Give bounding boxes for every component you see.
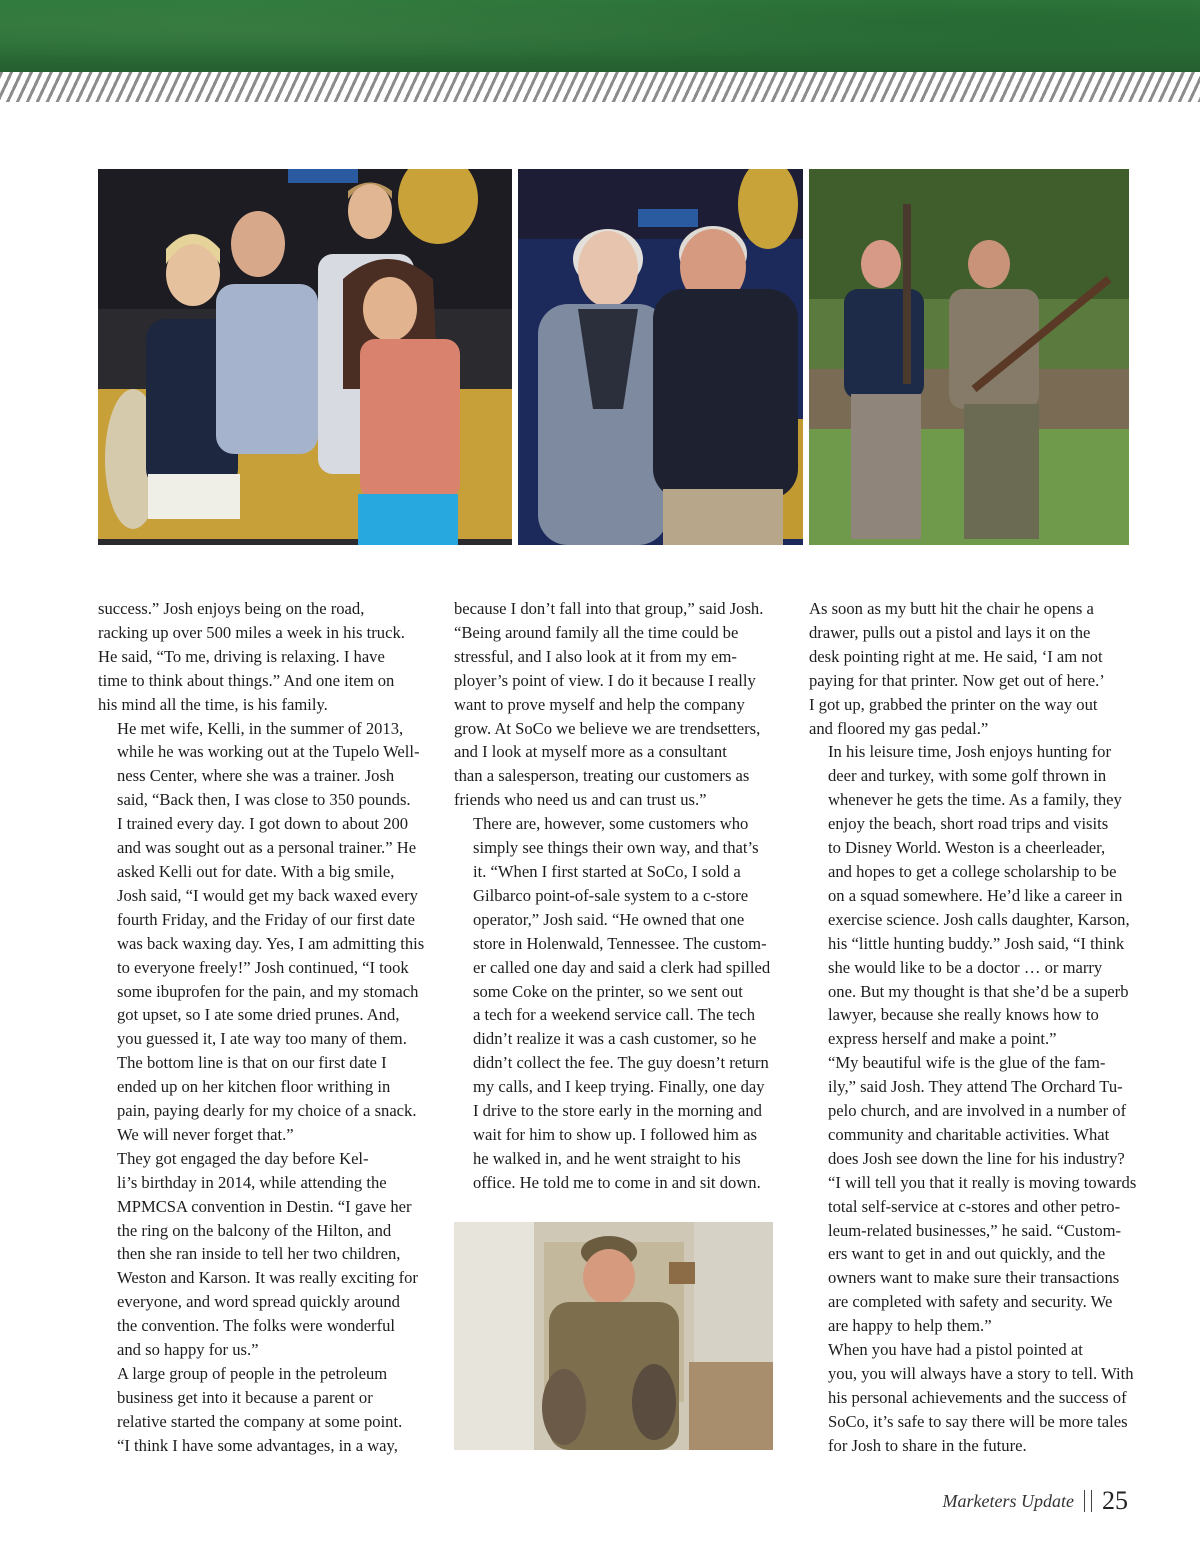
page-number: 25 xyxy=(1102,1486,1128,1515)
text-line: and floored my gas pedal.” xyxy=(809,718,989,738)
text-line: asked Kelli out for date. With a big smile, xyxy=(117,861,395,881)
publication-name: Marketers Update xyxy=(942,1490,1074,1511)
text-line: ers want to get in and out quickly, and the xyxy=(828,1244,1106,1264)
text-line: whenever he gets the time. As a family, they xyxy=(828,790,1122,810)
text-line: Josh said, “I would get my back waxed every xyxy=(117,885,418,905)
article-column-2 xyxy=(454,597,776,1195)
text-line: for Josh to share in the future. xyxy=(828,1435,1027,1455)
text-line: “I think I have some advantages, in a way, xyxy=(117,1435,398,1455)
text-line: time to think about things.” And one item on xyxy=(98,670,395,690)
text-line: ployer’s point of view. I do it because I really xyxy=(454,670,756,690)
text-line: everyone, and word spread quickly around xyxy=(117,1292,400,1312)
text-line: I trained every day. I got down to about 200 xyxy=(117,814,409,834)
text-line: A large group of people in the petroleum xyxy=(117,1364,388,1383)
paragraph xyxy=(454,812,776,1195)
text-line: SoCo, it’s safe to say there will be more tales xyxy=(828,1411,1128,1431)
paragraph xyxy=(809,1338,1134,1458)
paragraph xyxy=(809,1051,1137,1338)
text-line: his personal achievements and the success of xyxy=(828,1387,1127,1407)
text-line: lawyer, because she really knows how to xyxy=(828,1005,1099,1025)
text-line: on a squad somewhere. He’d like a career in xyxy=(828,885,1123,905)
text-line: does Josh see down the line for his industry? xyxy=(828,1148,1125,1168)
text-line: I got up, grabbed the printer on the way out xyxy=(809,694,1098,714)
text-line: friends who need us and can trust us.” xyxy=(454,790,707,810)
text-line: then she ran inside to tell her two children, xyxy=(117,1244,401,1264)
text-line: leum-related businesses,” he said. “Custom- xyxy=(828,1220,1122,1240)
text-line: and so happy for us.” xyxy=(117,1340,259,1360)
text-line: than a salesperson, treating our customers as xyxy=(454,766,750,786)
text-line: success.” Josh enjoys being on the road, xyxy=(98,599,365,618)
text-line: community and charitable activities. What xyxy=(828,1124,1110,1144)
text-line: simply see things their own way, and that’s xyxy=(473,838,759,858)
header-banner xyxy=(0,0,1200,72)
text-line: want to prove myself and help the company xyxy=(454,694,745,714)
text-line: it. “When I first started at SoCo, I sold a xyxy=(473,861,741,881)
text-line: When you have had a pistol pointed at xyxy=(828,1340,1083,1360)
text-line: li’s birthday in 2014, while attending the xyxy=(117,1172,387,1192)
paragraph xyxy=(98,597,420,717)
text-line: grow. At SoCo we believe we are trendsetters, xyxy=(454,718,761,738)
text-line: He said, “To me, driving is relaxing. I have xyxy=(98,646,385,666)
family-photo xyxy=(98,169,512,545)
text-line: some ibuprofen for the pain, and my stomach xyxy=(117,981,419,1001)
text-line: he walked in, and he went straight to his xyxy=(473,1148,741,1168)
text-line: my calls, and I keep trying. Finally, one day xyxy=(473,1077,765,1097)
text-line: stressful, and I also look at it from my em- xyxy=(454,646,737,666)
text-line: the ring on the balcony of the Hilton, and xyxy=(117,1220,392,1240)
article-column-3 xyxy=(809,597,1137,1458)
text-line: a tech for a weekend service call. The tech xyxy=(473,1005,756,1025)
text-line: Weston and Karson. It was really exciting for xyxy=(117,1268,418,1288)
text-line: We will never forget that.” xyxy=(117,1124,294,1144)
text-line: one. But my thought is that she’d be a superb xyxy=(828,981,1129,1001)
text-line: relative started the company at some point. xyxy=(117,1411,403,1431)
parents-photo xyxy=(518,169,803,545)
paragraph xyxy=(809,740,1131,1051)
text-line: In his leisure time, Josh enjoys hunting for xyxy=(828,742,1111,762)
text-line: and hopes to get a college scholarship to be xyxy=(828,861,1117,881)
ducks-photo xyxy=(454,1222,773,1450)
paragraph xyxy=(98,717,425,1147)
text-line: pelo church, and are involved in a number of xyxy=(828,1101,1127,1121)
text-line: They got engaged the day before Kel- xyxy=(117,1148,369,1168)
text-line: to Disney World. Weston is a cheerleader, xyxy=(828,838,1106,858)
text-line: because I don’t fall into that group,” said Josh. xyxy=(454,599,764,618)
text-line: wait for him to show up. I followed him as xyxy=(473,1124,757,1144)
text-line: his mind all the time, is his family. xyxy=(98,694,328,714)
text-line: and was sought out as a personal trainer.” He xyxy=(117,838,417,858)
text-line: pain, paying dearly for my choice of a snack. xyxy=(117,1101,417,1121)
text-line: racking up over 500 miles a week in his truck. xyxy=(98,622,405,642)
text-line: office. He told me to come in and sit down. xyxy=(473,1172,761,1192)
paragraph xyxy=(809,597,1131,740)
footer-separator xyxy=(1084,1490,1092,1512)
text-line: total self-service at c-stores and other petro- xyxy=(828,1196,1121,1216)
text-line: didn’t collect the fee. The guy doesn’t return xyxy=(473,1053,769,1073)
text-line: operator,” Josh said. “He owned that one xyxy=(473,909,745,929)
hunting-photo xyxy=(809,169,1129,545)
text-line: ily,” said Josh. They attend The Orchard Tu- xyxy=(828,1077,1123,1097)
text-line: didn’t realize it was a cash customer, so he xyxy=(473,1029,757,1049)
text-line: express herself and make a point.” xyxy=(828,1029,1057,1049)
paragraph xyxy=(98,1147,420,1362)
text-line: desk pointing right at me. He said, ‘I am not xyxy=(809,646,1103,666)
text-line: “I will tell you that it really is moving towards xyxy=(828,1172,1137,1192)
text-line: er called one day and said a clerk had spilled xyxy=(473,957,771,977)
text-line: you guessed it, I ate way too many of them. xyxy=(117,1029,407,1049)
text-line: said, “Back then, I was close to 350 pounds. xyxy=(117,790,411,810)
text-line: “My beautiful wife is the glue of the fam- xyxy=(828,1053,1106,1073)
text-line: He met wife, Kelli, in the summer of 2013, xyxy=(117,718,404,738)
text-line: while he was working out at the Tupelo Well- xyxy=(117,742,420,762)
text-line: Gilbarco point-of-sale system to a c-store xyxy=(473,885,749,905)
paragraph xyxy=(98,1362,420,1458)
text-line: paying for that printer. Now get out of here.’ xyxy=(809,670,1105,690)
article-column-1 xyxy=(98,597,425,1458)
text-line: There are, however, some customers who xyxy=(473,814,749,834)
text-line: was back waxing day. Yes, I am admitting this xyxy=(117,933,425,953)
text-line: she would like to be a doctor … or marry xyxy=(828,957,1103,977)
text-line: deer and turkey, with some golf thrown in xyxy=(828,766,1107,786)
text-line: business get into it because a parent or xyxy=(117,1387,373,1407)
text-line: enjoy the beach, short road trips and visits xyxy=(828,814,1109,834)
text-line: are completed with safety and security. We xyxy=(828,1292,1113,1312)
text-line: you, you will always have a story to tell. With xyxy=(828,1364,1134,1383)
paragraph xyxy=(454,597,776,812)
text-line: some Coke on the printer, so we sent out xyxy=(473,981,743,1001)
text-line: “Being around family all the time could be xyxy=(454,622,739,642)
header-hatch-stripe xyxy=(0,72,1200,102)
text-line: to everyone freely!” Josh continued, “I took xyxy=(117,957,409,977)
text-line: owners want to make sure their transactions xyxy=(828,1268,1120,1288)
text-line: ness Center, where she was a trainer. Josh xyxy=(117,766,395,786)
text-line: MPMCSA convention in Destin. “I gave her xyxy=(117,1196,412,1216)
text-line: the convention. The folks were wonderful xyxy=(117,1316,396,1336)
text-line: As soon as my butt hit the chair he opens a xyxy=(809,599,1094,618)
text-line: his “little hunting buddy.” Josh said, “I think xyxy=(828,933,1125,953)
text-line: are happy to help them.” xyxy=(828,1316,992,1336)
text-line: got upset, so I ate some dried prunes. And, xyxy=(117,1005,400,1025)
text-line: exercise science. Josh calls daughter, Karson, xyxy=(828,909,1130,929)
text-line: drawer, pulls out a pistol and lays it on the xyxy=(809,622,1091,642)
text-line: store in Holenwald, Tennessee. The custom- xyxy=(473,933,767,953)
text-line: The bottom line is that on our first date I xyxy=(117,1053,387,1073)
text-line: fourth Friday, and the Friday of our first date xyxy=(117,909,415,929)
page-footer xyxy=(943,1486,1128,1516)
text-line: ended up on her kitchen floor writhing in xyxy=(117,1077,391,1097)
text-line: I drive to the store early in the morning and xyxy=(473,1101,762,1121)
text-line: and I look at myself more as a consultant xyxy=(454,742,727,762)
